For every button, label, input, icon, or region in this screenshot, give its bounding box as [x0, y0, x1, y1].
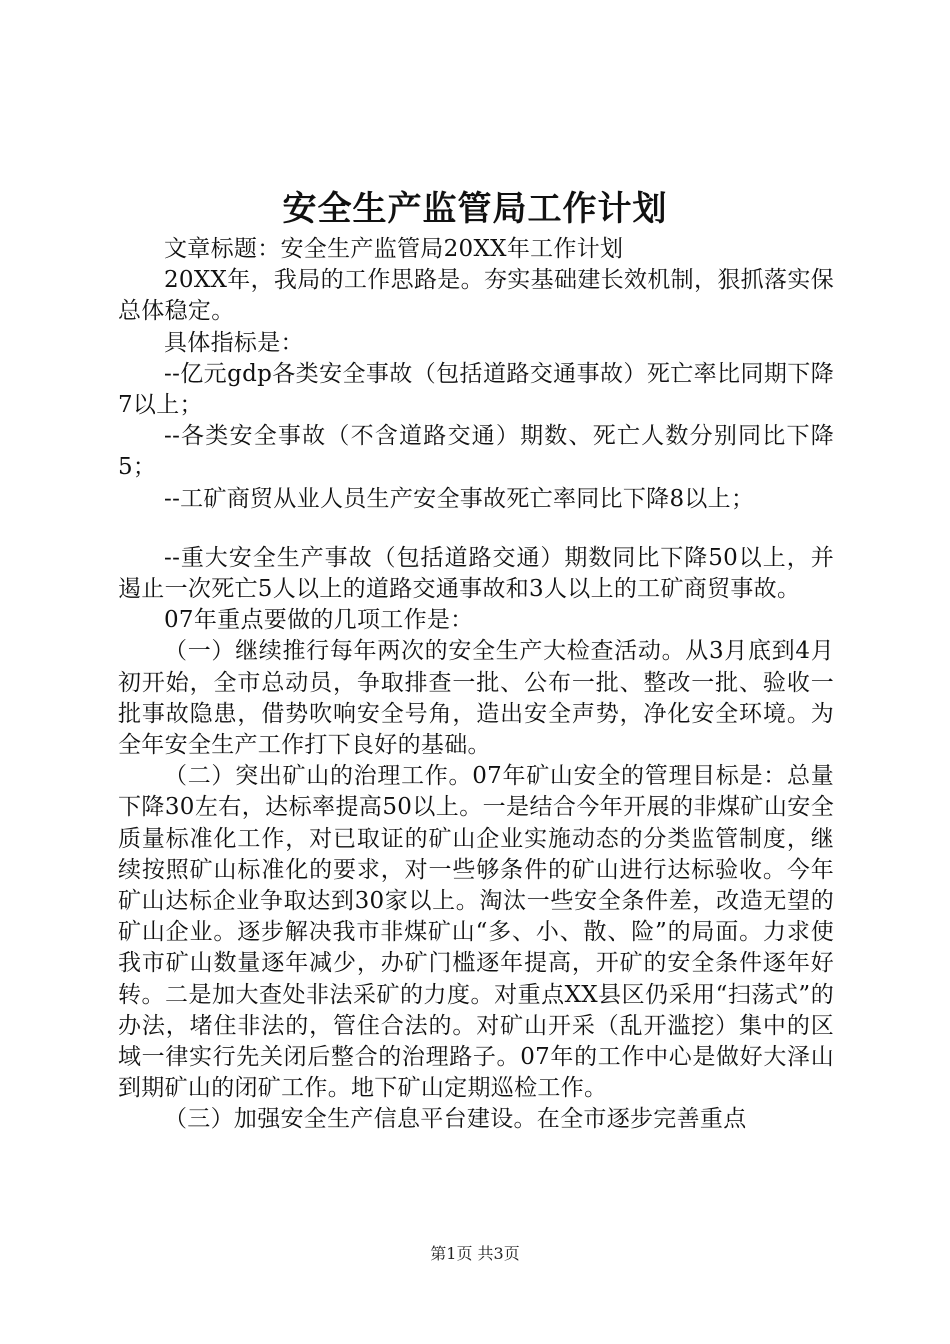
paragraph-indicator-4: --重大安全生产事故（包括道路交通）期数同比下降50以上，并遏止一次死亡5人以上的道路交通事故和3人以上的工矿商贸事故。 — [118, 544, 834, 603]
paragraph-task-2: （二）突出矿山的治理工作。07年矿山安全的管理目标是：总量下降30左右，达标率提高50以上。一是结合今年开展的非煤矿山安全质量标准化工作，对已取证的矿山企业实施动态的分类监管制度，继续按照矿山标准化的要求，对一些够条件的矿山进行达标验收。今年矿山达标企业争取达到30家以上。淘汰一些安全条件差，改造无望的矿山企业。逐步解决我市非煤矿山“多、小、散、险”的局面。力求使我市矿山数量逐年减少，办矿门槛逐年提高，开矿的安全条件逐年好转。二是加大查处非法采矿的力度。对重点XX县区仍采用“扫荡式”的办法，堵住非法的，管住合法的。对矿山开采（乱开滥挖）集中的区域一律实行先关闭后整合的治理路子。07年的工作中心是做好大泽山到期矿山的闭矿工作。地下矿山定期巡检工作。 — [118, 763, 834, 1102]
paragraph-indicator-3: --工矿商贸从业人员生产安全事故死亡率同比下降8以上； — [164, 485, 755, 512]
paragraph-indicators-heading: 具体指标是： — [164, 329, 304, 356]
paragraph-work-approach: 20XX年，我局的工作思路是。夯实基础建长效机制，狠抓落实保总体稳定。 — [118, 267, 834, 325]
paragraph-key-tasks-heading: 07年重点要做的几项工作是： — [164, 607, 474, 634]
paragraph-task-1: （一）继续推行每年两次的安全生产大检查活动。从3月底到4月初开始，全市总动员，争取排查一批、公布一批、整改一批、验收一批事故隐患，借势吹响安全号角，造出安全声势，净化安全环境。为全年安全生产工作打下良好的基础。 — [118, 638, 834, 759]
paragraph-indicator-1: --亿元gdp各类安全事故（包括道路交通事故）死亡率比同期下降7以上； — [118, 360, 834, 419]
page-footer: 第1页 共3页 — [430, 1244, 520, 1263]
paragraph-indicator-2: --各类安全事故（不含道路交通）期数、死亡人数分别同比下降5； — [118, 423, 834, 481]
paragraph-article-title: 文章标题：安全生产监管局20XX年工作计划 — [164, 236, 624, 262]
paragraph-task-3: （三）加强安全生产信息平台建设。在全市逐步完善重点 — [164, 1106, 747, 1133]
document-body — [118, 234, 834, 1136]
document-title: 安全生产监管局工作计划 — [282, 189, 668, 229]
